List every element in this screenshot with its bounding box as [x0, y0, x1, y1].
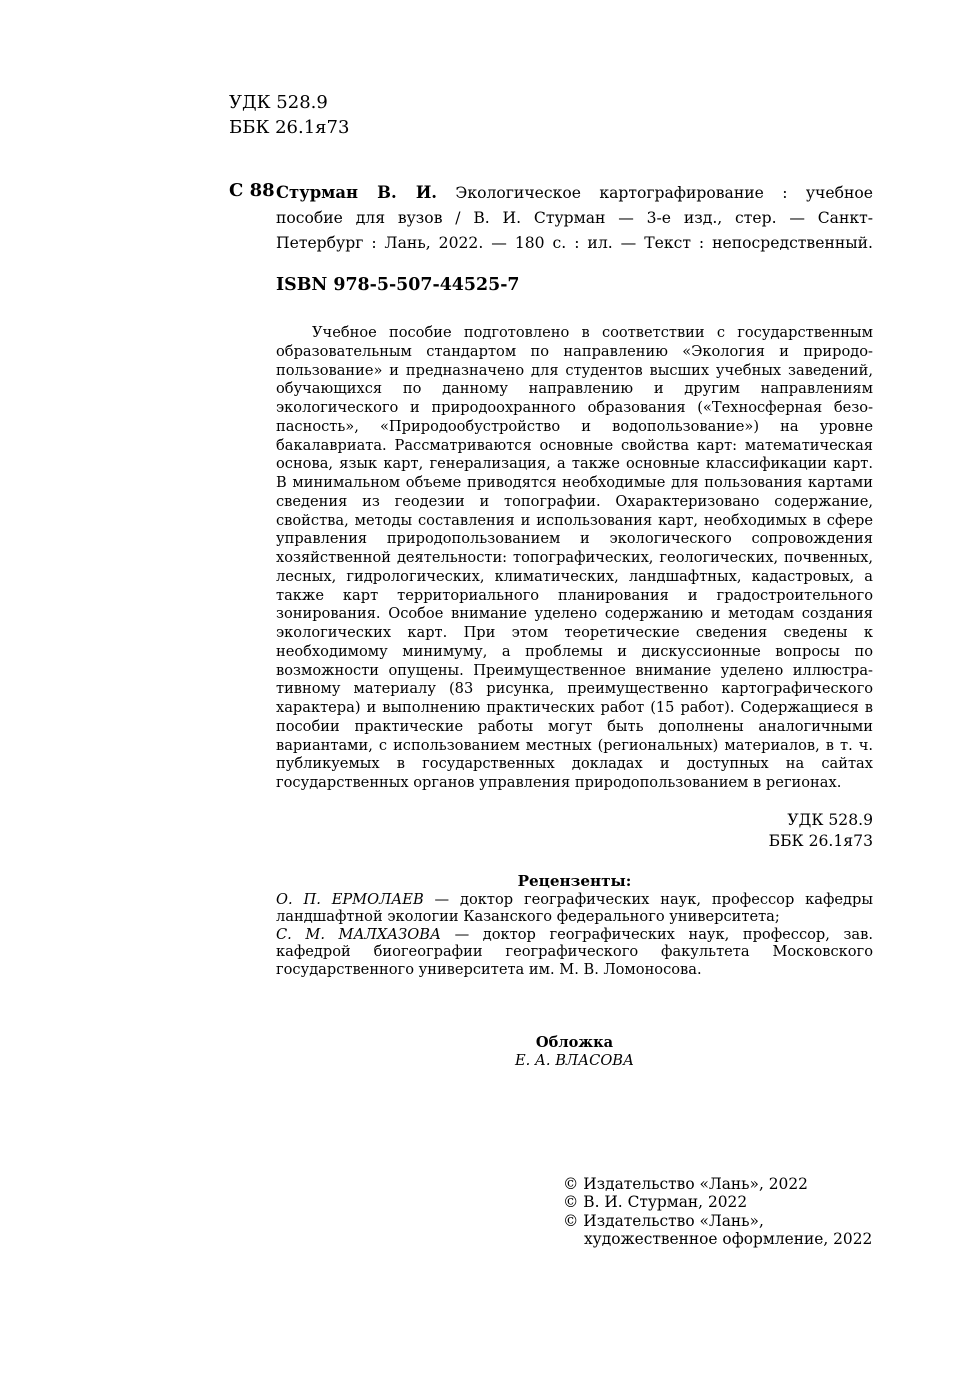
abstract-line: зонирования. Особое внимание уделено содержанию и методам создания — [276, 605, 873, 623]
abstract-line: также карт территориального планирования и градостроительного — [276, 586, 873, 604]
abstract-line: В минимальном объеме приводятся необходимые для пользования картами — [276, 474, 873, 491]
abstract-line: управления природопользованием и экологического сопровождения — [276, 530, 873, 548]
abstract-line: бакалавриата. Рассматриваются основные свойства карт: математическая — [276, 436, 873, 454]
abstract-line: пользование» и предназначено для студентов высших учебных заведений, — [276, 361, 873, 379]
abstract-line: свойства, методы составления и использования карт, необходимых в сфере — [276, 511, 873, 529]
cover-credit — [276, 1034, 873, 1070]
abstract — [276, 324, 873, 793]
catalog-entry — [276, 180, 873, 256]
abstract-line: пасность», «Природообустройство и водопользование») на уровне — [276, 417, 873, 435]
author-name: Стурман В. И. — [276, 183, 438, 202]
abstract-line: хозяйственной деятельности: топографических, геологических, почвенных, — [276, 549, 873, 566]
reviewer-line: О. П. ЕРМОЛАЕВ — доктор географических наук, профессор кафедры — [276, 890, 873, 908]
abstract-line: основа, язык карт, генерализация, а также основные классификации карт. — [276, 455, 873, 473]
copyright-line: © Издательство «Лань», — [563, 1211, 764, 1230]
abstract-line: Учебное пособие подготовлено в соответствии с государственным — [312, 324, 873, 341]
abstract-line: пособии практические работы могут быть дополнены аналогичными — [276, 717, 873, 735]
catalog-entry-line: пособие для вузов / В. И. Стурман — 3-е изд., стер. — Санкт- — [276, 209, 873, 227]
abstract-line: необходимому минимуму, а проблемы и дискуссионные вопросы по — [276, 642, 873, 660]
reviewer-name: С. М. МАЛХАЗОВА — [276, 925, 442, 943]
reviewer-name: О. П. ЕРМОЛАЕВ — [276, 890, 424, 908]
catalog-entry-line: Петербург : Лань, 2022. — 180 с. : ил. — Текст : непосредственный. — [276, 234, 873, 252]
bbk-code: ББК 26.1я73 — [229, 117, 350, 138]
bbk-code-right: ББК 26.1я73 — [768, 832, 873, 850]
classification-block — [229, 90, 349, 140]
abstract-line: сведения из геодезии и топографии. Охарактеризовано содержание, — [276, 492, 873, 510]
abstract-line: тивному материалу (83 рисунка, преимущественно картографического — [276, 680, 873, 698]
abstract-line: возможности опущены. Преимущественное внимание уделено иллюстра- — [276, 661, 873, 679]
cover-designer: Е. А. ВЛАСОВА — [514, 1052, 635, 1069]
abstract-line: государственных органов управления природопользованием в регионах. — [276, 774, 842, 791]
reviewer-line: кафедрой биогеографии географического факультета Московского — [276, 943, 873, 961]
catalog-code: С 88 — [229, 180, 275, 201]
abstract-line: публикуемых в государственных докладах и доступных на сайтах — [276, 755, 873, 773]
reviewer-line: ландшафтной экологии Казанского федерального университета; — [276, 908, 780, 926]
udk-code-right: УДК 528.9 — [787, 811, 873, 829]
abstract-line: лесных, гидрологических, климатических, ландшафтных, кадастровых, а — [276, 567, 873, 585]
reviewers — [276, 873, 873, 979]
abstract-line: вариантами, с использованием местных (региональных) материалов, в т. ч. — [276, 736, 873, 754]
copyright-line: художественное оформление, 2022 — [584, 1229, 873, 1248]
abstract-line: характера) и выполнению практических работ (15 работ). Содержащиеся в — [276, 699, 873, 716]
abstract-line: образовательным стандартом по направлению «Экология и природо- — [276, 342, 873, 360]
abstract-line: обучающихся по данному направлению и другим направлениям — [276, 380, 873, 398]
reviewer-line: С. М. МАЛХАЗОВА — доктор географических наук, профессор, зав. — [276, 925, 873, 943]
copyright-block — [563, 1175, 872, 1248]
reviewer-line: государственного университета им. М. В. Ломоносова. — [276, 960, 702, 978]
cover-heading: Обложка — [535, 1034, 614, 1051]
catalog-entry-line: Стурман В. И. Экологическое картографирование : учебное — [276, 183, 873, 202]
classification-right — [769, 810, 873, 852]
copyright-line: © Издательство «Лань», 2022 — [563, 1175, 808, 1193]
copyright-line: © В. И. Стурман, 2022 — [563, 1193, 748, 1212]
abstract-line: экологических карт. При этом теоретические сведения сведены к — [276, 624, 873, 641]
abstract-line: экологического и природоохранного образования («Техносферная безо- — [276, 399, 873, 416]
udk-code: УДК 528.9 — [229, 92, 328, 113]
isbn: ISBN 978-5-507-44525-7 — [276, 275, 520, 295]
reviewers-heading: Рецензенты: — [517, 872, 632, 890]
